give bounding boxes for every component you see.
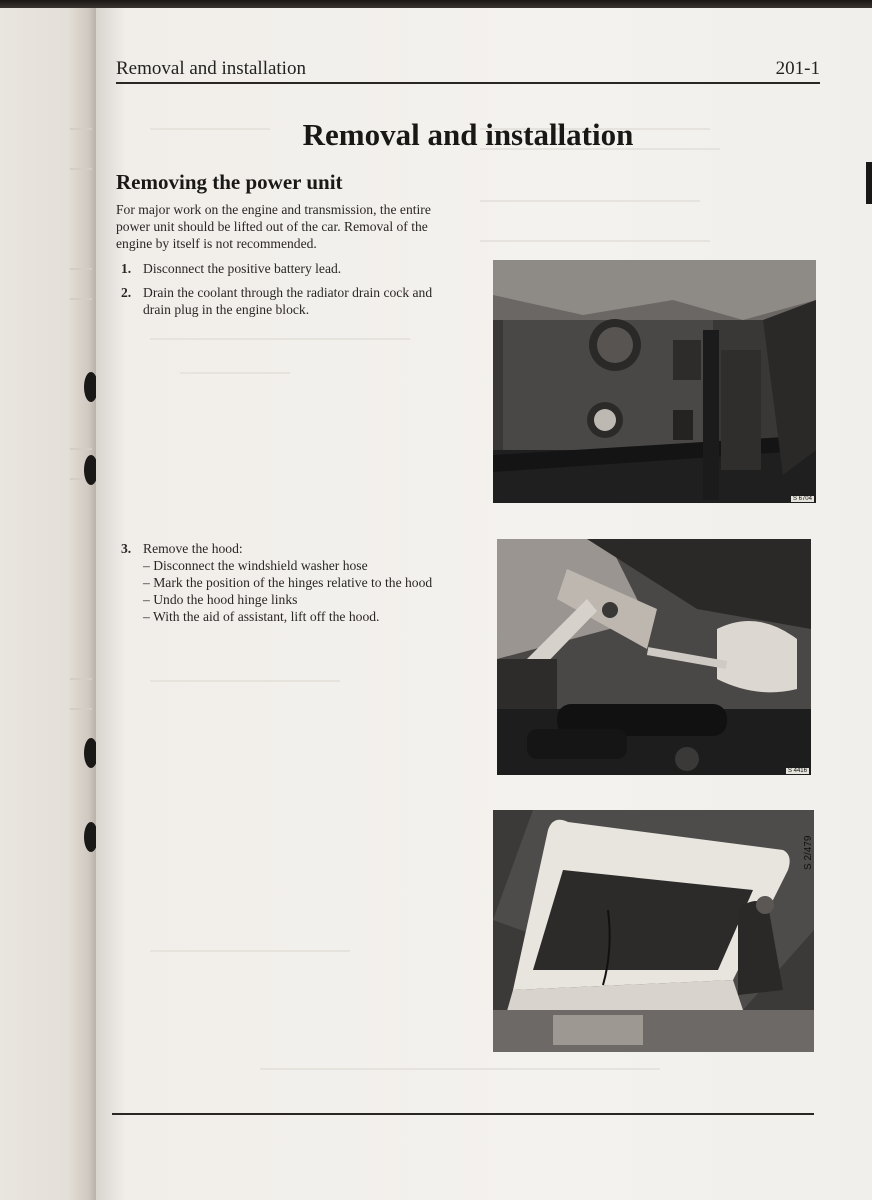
step-3 <box>121 540 451 625</box>
previous-page-ghost-line <box>70 298 92 300</box>
step-number: 3. <box>121 541 132 556</box>
footer-rule <box>112 1113 814 1115</box>
step-number: 1. <box>121 261 132 276</box>
substep-list <box>121 557 451 625</box>
photo-engine-drain-plug <box>493 260 816 503</box>
photo-hood-hinge-image <box>497 539 811 775</box>
photo-hood-lift <box>493 810 814 1052</box>
substep-item: – Mark the position of the hinges relative to the hood <box>157 574 451 591</box>
step-text: Disconnect the positive battery lead. <box>143 261 342 276</box>
running-header-title: Removal and installation <box>116 58 306 79</box>
step-2 <box>121 284 451 318</box>
photo-code: S 6704 <box>792 496 812 502</box>
step-text: Drain the coolant through the radiator drain cock and drain plug in the engine block. <box>143 285 433 317</box>
section-heading: Removing the power unit <box>116 170 343 194</box>
substep-item: – With the aid of assistant, lift off the hood. <box>157 608 451 625</box>
substep-item: – Disconnect the windshield washer hose <box>157 557 451 574</box>
previous-page-ghost-line <box>70 448 92 450</box>
show-through <box>150 338 410 340</box>
previous-page-ghost-line <box>70 128 92 130</box>
photo-engine-drain-plug-image <box>493 260 816 503</box>
photo-code: S 4416 <box>787 768 807 774</box>
show-through <box>150 680 340 682</box>
step-1 <box>121 260 451 277</box>
step-number: 2. <box>121 285 132 300</box>
page-title: Removal and installation <box>302 117 634 152</box>
photo-hood-hinge <box>497 539 811 775</box>
show-through <box>480 200 700 202</box>
section-tab-marker <box>866 162 872 204</box>
previous-page-ghost-line <box>70 678 92 680</box>
show-through <box>180 372 290 374</box>
show-through <box>150 950 350 952</box>
intro-paragraph: For major work on the engine and transmission, the entire power unit should be lifted out of the car. Removal of the engine by itself is not recommended. <box>116 202 431 251</box>
previous-page-ghost-line <box>70 708 92 710</box>
step-text: Remove the hood: <box>143 541 243 556</box>
header-rule <box>116 82 820 84</box>
photo-code: S 2/479 <box>803 835 814 870</box>
previous-page-ghost-line <box>70 168 92 170</box>
page-number: 201-1 <box>775 58 820 79</box>
show-through <box>480 240 710 242</box>
previous-page-ghost-line <box>70 268 92 270</box>
substep-item: – Undo the hood hinge links <box>157 591 451 608</box>
previous-page-edge <box>0 8 96 1200</box>
show-through <box>260 1068 660 1070</box>
photo-hood-lift-image <box>493 810 814 1052</box>
scan-edge <box>0 0 872 8</box>
